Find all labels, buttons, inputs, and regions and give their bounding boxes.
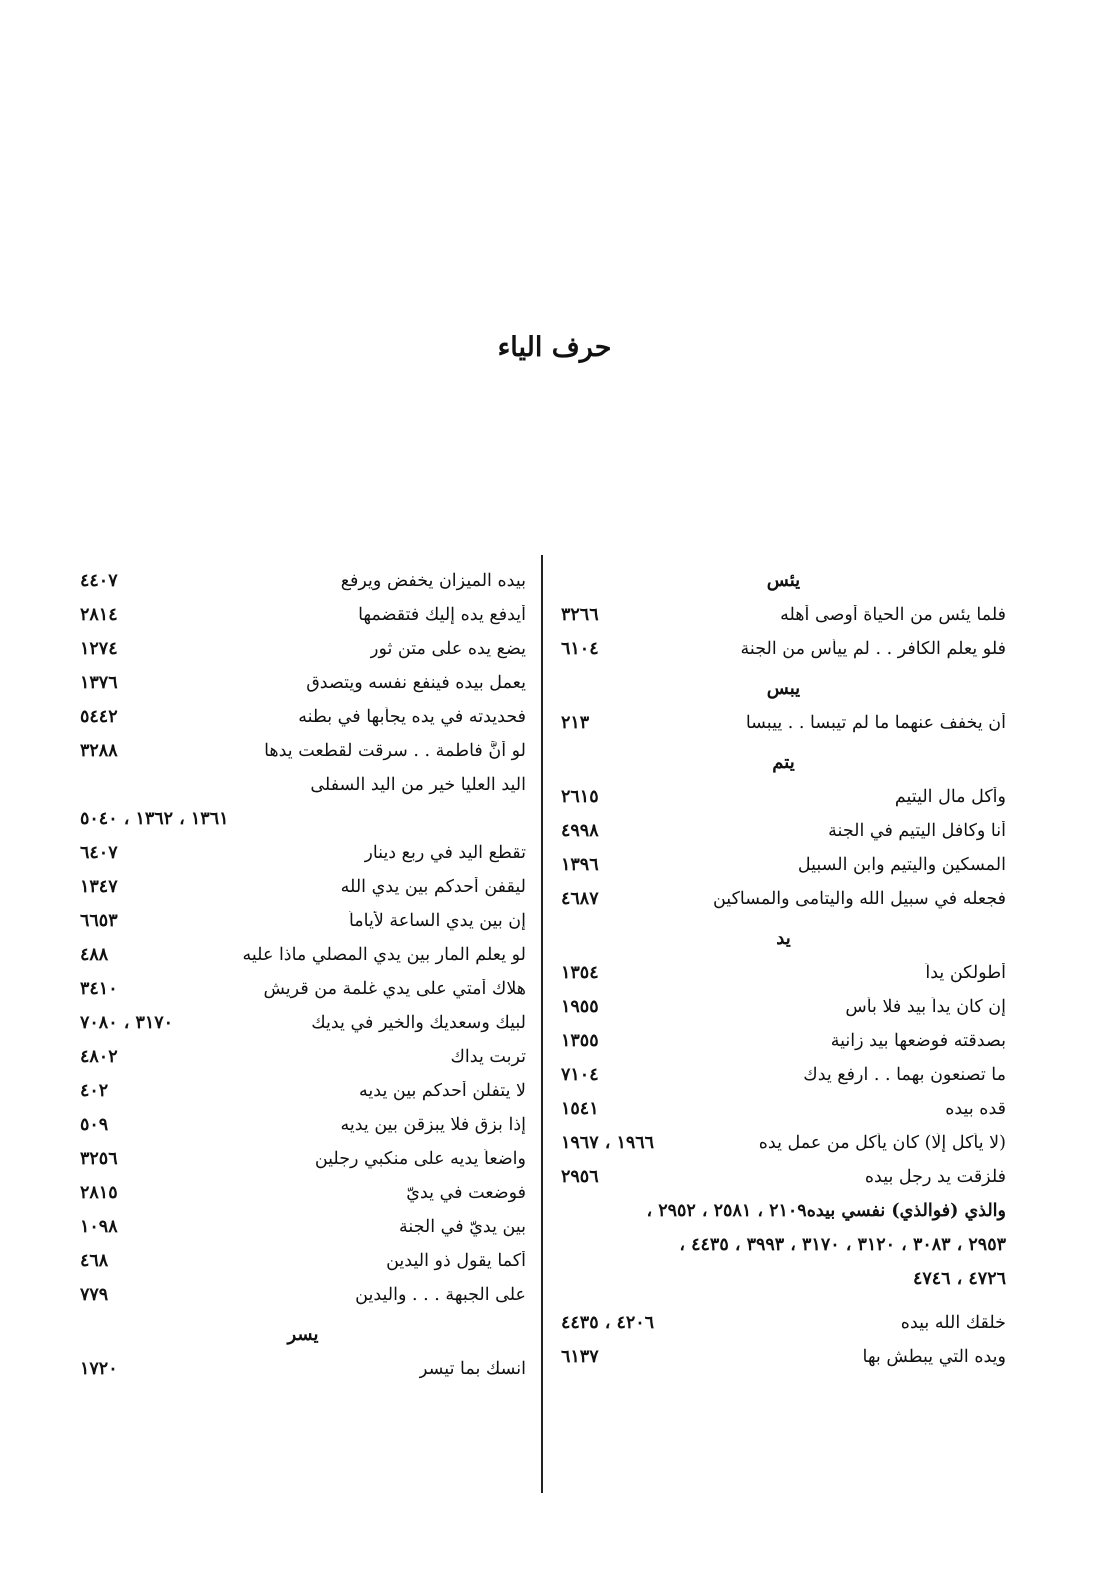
index-entry [80,1108,526,1142]
index-entry [80,1176,526,1210]
index-entry [80,734,526,768]
index-entry [80,802,526,836]
index-entry [80,1244,526,1278]
entry-text: أنا وكافل اليتيم في الجنة [828,821,1006,841]
index-entry [561,598,1006,632]
index-entry [561,632,1006,666]
entry-text: لو أنَّ فاطمة . . سرقت لقطعت يدها [264,741,526,761]
entry-refs: ٢٦١٥ [561,787,599,807]
index-entry [561,1340,1006,1374]
index-entry [80,972,526,1006]
index-entry [80,836,526,870]
index-entry [80,1040,526,1074]
entry-refs: ١٩٦٦ ، ١٩٦٧ [561,1133,655,1153]
entry-refs: ٢٨١٤ [80,605,118,625]
index-entry [80,666,526,700]
entry-refs: ٢١٣ [561,713,590,733]
entry-text: إن كان يداً بيد فلا بأس [845,997,1006,1017]
entry-refs: ١٣٦١ ، ١٣٦٢ ، ٥٠٤٠ [80,809,229,829]
entry-refs: ٣١٧٠ ، ٧٠٨٠ [80,1013,174,1033]
index-entry [80,1074,526,1108]
entry-continuation: والذي (فوالذي) نفسي بيده٢١٠٩ ، ٢٥٨١ ، ٢٩٥٢ ، [646,1201,1006,1221]
entry-text: هلاك أمتي على يدي غلمة من قريش [263,979,526,999]
index-entry [80,700,526,734]
index-entry [561,706,1006,740]
index-entry [80,598,526,632]
entry-refs: ١٥٤١ [561,1099,599,1119]
entry-text: ويده التي يبطش بها [862,1347,1006,1367]
entry-refs: ٦١٣٧ [561,1347,599,1367]
entry-refs: ٦٤٠٧ [80,843,118,863]
index-entry [80,632,526,666]
entry-text: بصدقته فوضعها بيد زانية [830,1031,1006,1051]
index-entry [561,1306,1006,1340]
entry-text: لبيك وسعديك والخير في يديك [311,1013,526,1033]
index-entry [80,1278,526,1312]
entry-text: فلما يئس من الحياة أوصى أهله [780,605,1006,625]
entry-text: خلقك الله بيده [900,1313,1006,1333]
entry-refs: ٤٢٠٦ ، ٤٤٣٥ [561,1313,655,1333]
entry-refs: ١٣٥٥ [561,1031,599,1051]
root-heading: يبس [766,678,801,699]
index-entry [80,870,526,904]
entry-text: إن بين يدي الساعة لأياماً [348,911,526,931]
index-entry [80,1352,526,1386]
entry-text: على الجبهة . . . واليدين [355,1285,526,1305]
entry-text: لا يتفلن أحدكم بين يديه [359,1081,526,1101]
entry-text: بين يديّ في الجنة [398,1217,526,1237]
entry-text: فحديدته في يده يجأبها في بطنه [298,707,526,727]
entry-text: أطولكن يداً [925,963,1006,983]
entry-refs: ١٩٥٥ [561,997,599,1017]
entry-continuation: ٤٧٢٦ ، ٤٧٤٦ [912,1269,1006,1289]
entry-refs: ٣٢٨٨ [80,741,118,761]
entry-text: اليد العليا خير من اليد السفلى [310,775,526,795]
entry-text: ما تصنعون بهما . . ارفع يدك [803,1065,1006,1085]
root-heading: يئس [766,570,801,591]
entry-text: إذا بزق فلا يبزقن بين يديه [340,1115,526,1135]
entry-refs: ٤٨٠٢ [80,1047,118,1067]
entry-text: قده بيده [945,1099,1006,1119]
entry-refs: ٢٨١٥ [80,1183,118,1203]
entry-text: ليقفن أحدكم بين يدي الله [340,877,526,897]
page-title: حرف الياء [497,332,612,363]
index-entry [561,814,1006,848]
entry-text: تربت يداك [450,1047,526,1067]
entry-refs: ٤٨٨ [80,945,109,965]
entry-text: فوضعت في يديّ [406,1183,526,1203]
index-entry [80,564,526,598]
entry-refs: ٤٤٠٧ [80,571,118,591]
entry-refs: ٤٠٢ [80,1081,109,1101]
index-entry [80,1006,526,1040]
entry-refs: ٧١٠٤ [561,1065,599,1085]
entry-text: انسك بما تيسر [419,1359,526,1379]
entry-refs: ٤٦٨٧ [561,889,599,909]
entry-refs: ٦٦٥٣ [80,911,118,931]
root-heading: يد [776,928,791,949]
entry-refs: ٧٧٩ [80,1285,109,1305]
entry-refs: ١٣٧٦ [80,673,118,693]
root-heading: يتم [772,752,795,773]
entry-text: (لا يأكل إلَّا) كان يأكل من عمل يده [758,1133,1006,1153]
entry-text: يعمل بيده فينفع نفسه ويتصدق [306,673,526,693]
entry-refs: ٤٩٩٨ [561,821,599,841]
entry-refs: ٤٦٨ [80,1251,109,1271]
entry-text: واضعاً يديه على منكبي رجلين [314,1149,526,1169]
entry-text: أيدفع يده إليك فتقضمها [358,605,526,625]
index-entry [80,938,526,972]
index-entry [80,1142,526,1176]
index-entry [80,1210,526,1244]
entry-refs: ٣٢٦٦ [561,605,599,625]
index-entry [561,1024,1006,1058]
entry-text: بيده الميزان يخفض ويرفع [340,571,526,591]
entry-text: يضع يده على متن ثور [370,639,526,659]
index-entry [80,904,526,938]
index-entry [561,1058,1006,1092]
entry-text: تقطع اليد في ربع دينار [364,843,526,863]
index-entry [561,848,1006,882]
index-entry [561,956,1006,990]
entry-refs: ٦١٠٤ [561,639,599,659]
right-column [561,564,1006,1374]
entry-refs: ٣٢٥٦ [80,1149,118,1169]
entry-text: فلو يعلم الكافر . . لم ييأس من الجنة [740,639,1006,659]
index-entry [80,768,526,802]
column-divider [541,555,543,1493]
index-entry [561,1126,1006,1160]
entry-text: لو يعلم المار بين يدي المصلي ماذا عليه [242,945,526,965]
index-entry [561,1092,1006,1126]
index-entry [561,780,1006,814]
entry-text: وأكل مال اليتيم [894,787,1006,807]
entry-refs: ٣٤١٠ [80,979,118,999]
index-entry [561,1160,1006,1194]
root-heading: يسر [287,1324,319,1345]
entry-refs: ١٢٧٤ [80,639,118,659]
entry-text: أكما يقول ذو اليدين [386,1251,526,1271]
index-entry [561,990,1006,1024]
entry-refs: ٥٤٤٢ [80,707,118,727]
left-column [80,564,526,1386]
entry-refs: ١٣٩٦ [561,855,599,875]
entry-refs: ٢٩٥٦ [561,1167,599,1187]
entry-text: فلزقت يد رجل بيده [864,1167,1006,1187]
entry-text: المسكين واليتيم وابن السبيل [797,855,1006,875]
entry-refs: ١٠٩٨ [80,1217,118,1237]
entry-text: فجعله في سبيل الله واليتامى والمساكين [712,889,1006,909]
index-entry [561,882,1006,916]
entry-refs: ١٣٥٤ [561,963,599,983]
entry-text: أن يخفف عنهما ما لم تيبسا . . ييبسا [745,713,1006,733]
entry-refs: ١٣٤٧ [80,877,118,897]
entry-continuation: ٢٩٥٣ ، ٣٠٨٣ ، ٣١٢٠ ، ٣١٧٠ ، ٣٩٩٣ ، ٤٤٣٥ ، [679,1235,1006,1255]
entry-refs: ٥٠٩ [80,1115,109,1135]
entry-refs: ١٧٢٠ [80,1359,118,1379]
